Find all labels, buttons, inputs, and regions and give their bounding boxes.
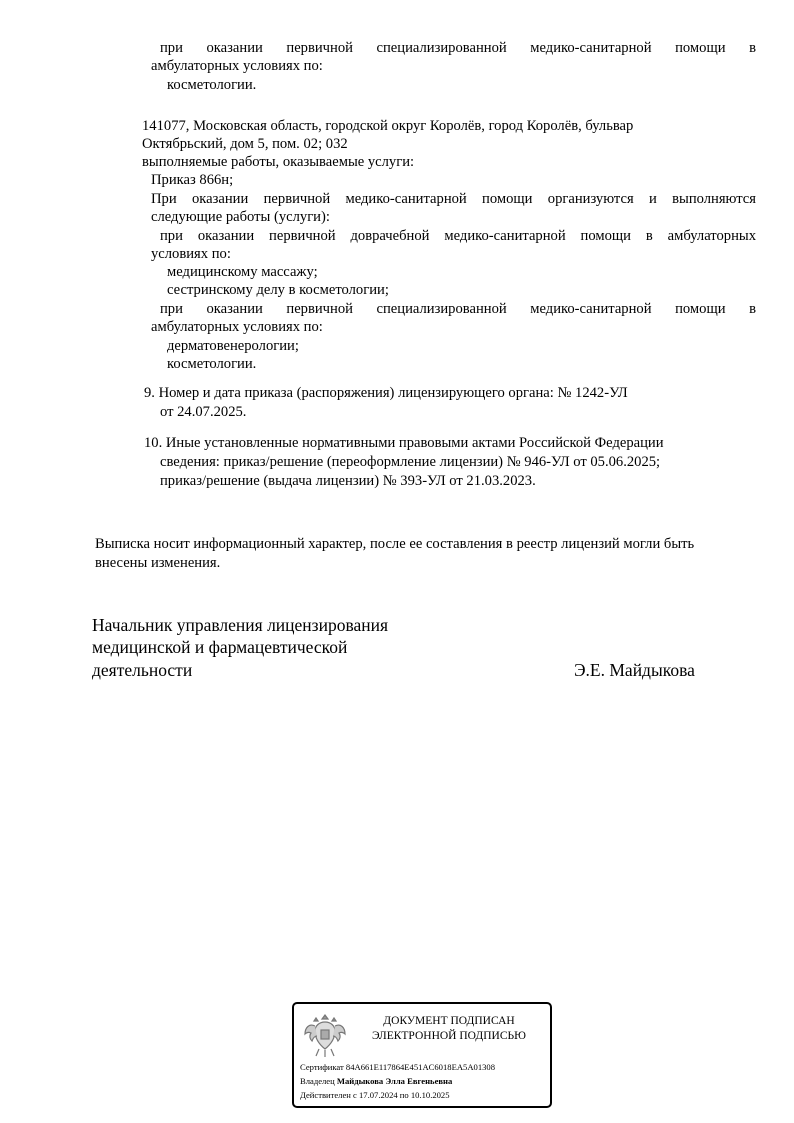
notice-line: Выписка носит информационный характер, после ее составления в реестр лицензий могли быть <box>95 536 695 552</box>
owner-value: Майдыкова Элла Евгеньевна <box>336 1076 453 1086</box>
stamp-heading: ЭЛЕКТРОННОЙ ПОДПИСЬЮ <box>372 1030 526 1042</box>
paragraph-line: амбулаторных условиях по: <box>151 58 323 74</box>
section-10-line: сведения: приказ/решение (переоформление лицензии) № 946-УЛ от 05.06.2025; <box>160 454 661 470</box>
list-item: косметологии. <box>167 77 257 93</box>
stamp-validity: Действителен с 17.07.2024 по 10.10.2025 <box>300 1090 450 1100</box>
works-label: выполняемые работы, оказываемые услуги: <box>142 154 415 170</box>
stamp-certificate <box>300 1062 495 1073</box>
paragraph-line: При оказании первичной медико-санитарной помощи организуются и выполняются <box>151 191 756 207</box>
address-line: Октябрьский, дом 5, пом. 02; 032 <box>142 136 348 152</box>
list-item: сестринскому делу в косметологии; <box>167 282 389 298</box>
certificate-label: Сертификат <box>300 1062 344 1072</box>
signatory-title: Начальник управления лицензирования <box>92 615 389 635</box>
signatory-title: медицинской и фармацевтической <box>92 637 348 657</box>
list-item: медицинскому массажу; <box>167 264 318 280</box>
section-10-line: приказ/решение (выдача лицензии) № 393-УЛ от 21.03.2023. <box>160 473 536 489</box>
owner-label: Владелец <box>300 1076 335 1086</box>
coat-of-arms-icon <box>302 1010 348 1060</box>
signature-stamp <box>292 1002 552 1108</box>
section-9-line: от 24.07.2025. <box>160 404 247 420</box>
paragraph-line: амбулаторных условиях по: <box>151 319 323 335</box>
paragraph-line: при оказании первичной доврачебной медико-санитарной помощи в амбулаторных <box>160 228 756 244</box>
stamp-owner <box>300 1076 452 1087</box>
paragraph-line: при оказании первичной специализированной медико-санитарной помощи в <box>160 40 756 56</box>
list-item: косметологии. <box>167 356 257 372</box>
signatory-title: деятельности <box>92 660 193 680</box>
paragraph-line: условиях по: <box>151 246 231 262</box>
paragraph-line: следующие работы (услуги): <box>151 209 330 225</box>
notice-line: внесены изменения. <box>95 555 221 571</box>
order-ref: Приказ 866н; <box>151 172 234 188</box>
section-9-line: 9. Номер и дата приказа (распоряжения) лицензирующего органа: № 1242-УЛ <box>144 385 628 401</box>
signatory-name: Э.Е. Майдыкова <box>574 660 695 680</box>
section-10-line: 10. Иные установленные нормативными правовыми актами Российской Федерации <box>144 435 664 451</box>
certificate-value: 84A661E117864E451AC6018EA5A01308 <box>345 1062 496 1072</box>
stamp-heading: ДОКУМЕНТ ПОДПИСАН <box>383 1015 515 1027</box>
address-line: 141077, Московская область, городской округ Королёв, город Королёв, бульвар <box>142 118 634 134</box>
list-item: дерматовенерологии; <box>167 338 299 354</box>
paragraph-line: при оказании первичной специализированной медико-санитарной помощи в <box>160 301 756 317</box>
